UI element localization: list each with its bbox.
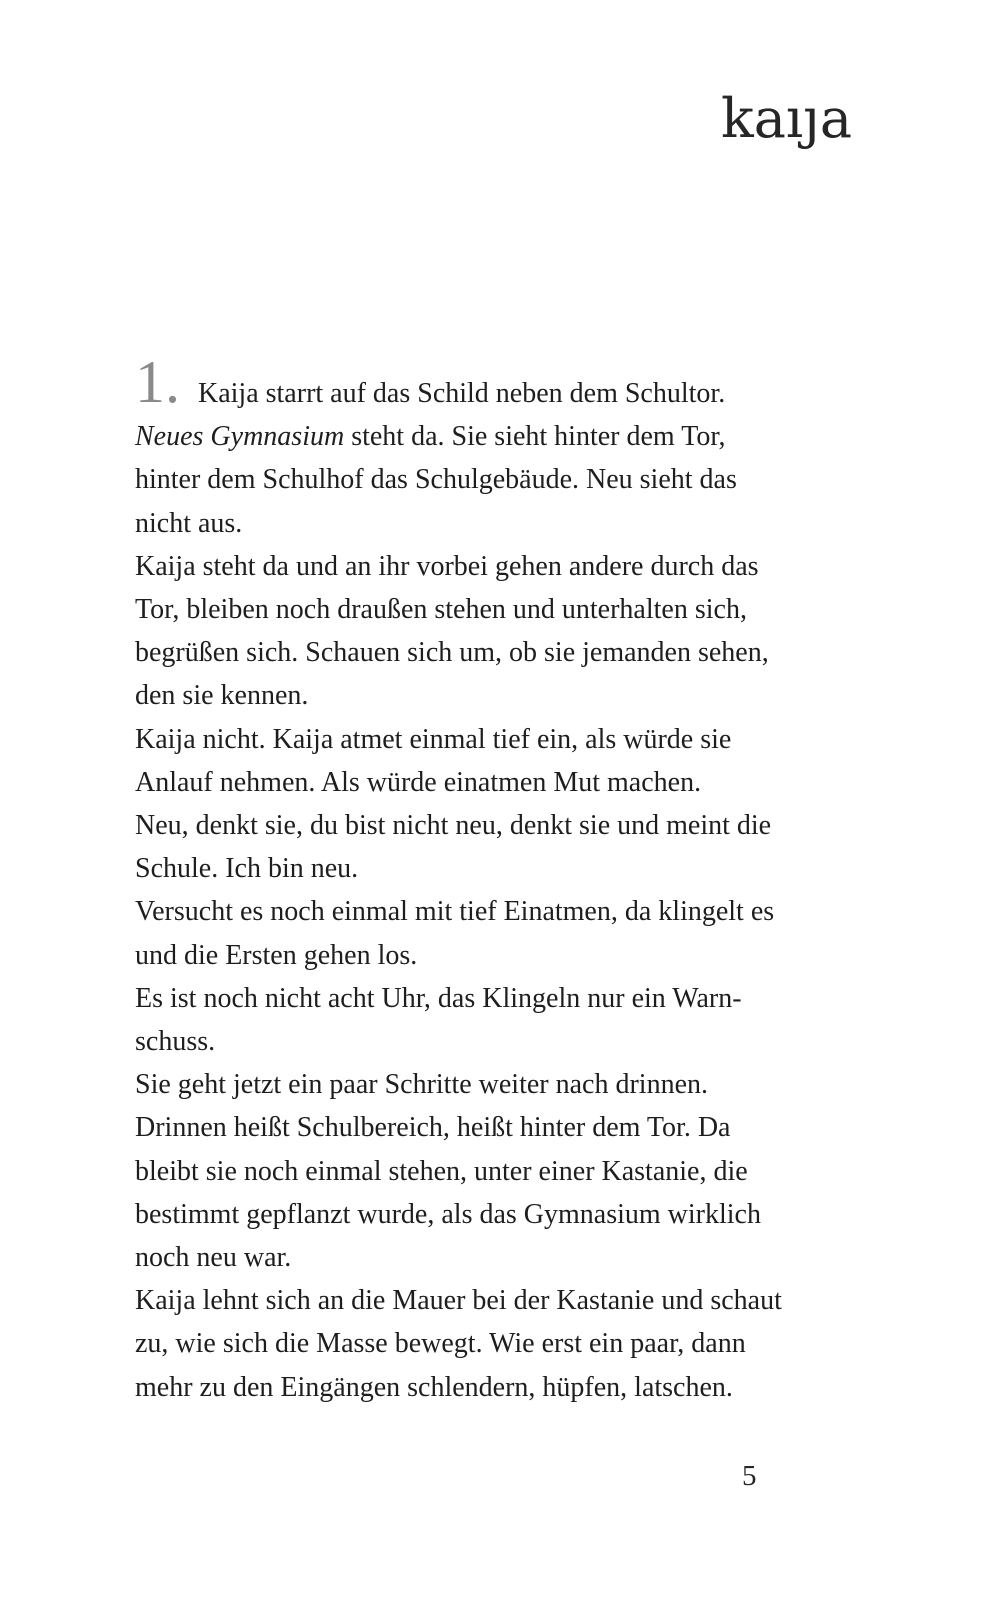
- paragraph-line: den sie kennen.: [135, 680, 309, 712]
- paragraph-line: begrüßen sich. Schauen sich um, ob sie jemanden sehen,: [135, 637, 769, 669]
- paragraph-line: Kaija steht da und an ihr vorbei gehen andere durch das: [135, 550, 759, 582]
- text-block: [135, 349, 877, 1409]
- page-number: 5: [742, 1460, 757, 1492]
- paragraph-line: noch neu war.: [135, 1242, 292, 1274]
- paragraph-line: Kaija lehnt sich an die Mauer bei der Kastanie und schaut: [135, 1285, 782, 1317]
- paragraph-line: Drinnen heißt Schulbereich, heißt hinter dem Tor. Da: [135, 1112, 731, 1144]
- paragraph-line: Schule. Ich bin neu.: [135, 853, 359, 885]
- paragraph-line: schuss.: [135, 1026, 216, 1058]
- paragraph-line: bleibt sie noch einmal stehen, unter einer Kastanie, die: [135, 1155, 748, 1187]
- paragraph-line: und die Ersten gehen los.: [135, 939, 418, 971]
- school-name-italic: Neues Gymnasium: [135, 421, 345, 453]
- paragraph-line: Tor, bleiben noch draußen stehen und unterhalten sich,: [135, 594, 747, 626]
- paragraph-line: Kaija nicht. Kaija atmet einmal tief ein, als würde sie: [135, 723, 732, 755]
- paragraph-line: Anlauf nehmen. Als würde einatmen Mut machen.: [135, 766, 702, 798]
- paragraph-line: zu, wie sich die Masse bewegt. Wie erst ein paar, dann: [135, 1328, 746, 1360]
- paragraph-line: [135, 349, 877, 415]
- line-text: steht da. Sie sieht hinter dem Tor,: [344, 421, 726, 453]
- paragraph-line: Es ist noch nicht acht Uhr, das Klingeln nur ein Warn-: [135, 982, 742, 1014]
- paragraph-line: [135, 415, 877, 458]
- chapter-title: kaıȷa: [721, 87, 853, 150]
- paragraph-line: hinter dem Schulhof das Schulgebäude. Neu sieht das: [135, 464, 737, 496]
- paragraph-line: mehr zu den Eingängen schlendern, hüpfen, latschen.: [135, 1371, 733, 1403]
- paragraph-line: bestimmt gepflanzt wurde, als das Gymnasium wirklich: [135, 1198, 761, 1230]
- paragraph-line: Neu, denkt sie, du bist nicht neu, denkt sie und meint die: [135, 810, 772, 842]
- line-text: Kaija starrt auf das Schild neben dem Schultor.: [198, 378, 726, 409]
- paragraph-line: nicht aus.: [135, 507, 243, 539]
- chapter-number: 1.: [135, 349, 180, 415]
- paragraph-line: Versucht es noch einmal mit tief Einatmen, da klingelt es: [135, 896, 775, 928]
- paragraph-line: Sie geht jetzt ein paar Schritte weiter nach drinnen.: [135, 1069, 709, 1101]
